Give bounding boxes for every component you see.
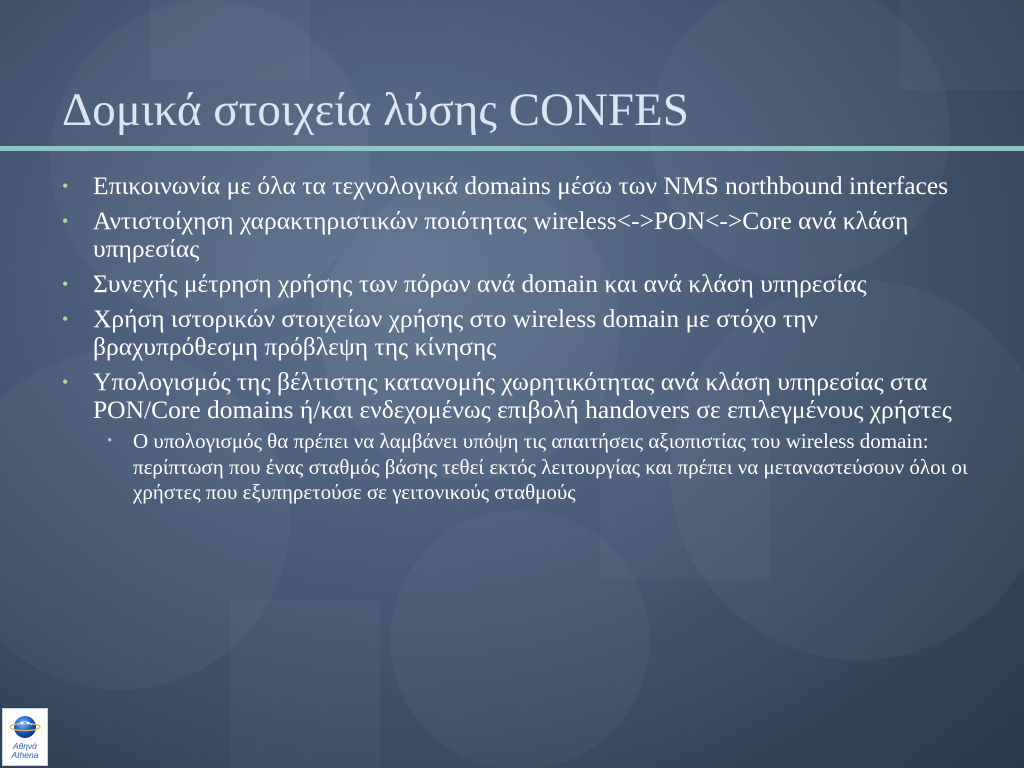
bullet-item	[62, 270, 972, 298]
bullet-dot-icon: •	[62, 176, 69, 196]
bullet-text: Χρήση ιστορικών στοιχείων χρήσης στο wireless domain με στόχο την βραχυπρόθεσμη πρόβλεψη της κίνησης	[93, 304, 818, 361]
bullet-dot-icon: •	[62, 211, 69, 231]
title-divider	[0, 146, 1024, 151]
bullet-dot-icon: •	[62, 372, 69, 392]
bullet-item	[62, 368, 972, 506]
logo-text-latin: Athena	[11, 750, 39, 760]
bullet-item	[62, 172, 972, 200]
sub-bullet-text: Ο υπολογισμός θα πρέπει να λαμβάνει υπόψη τις απαιτήσεις αξιοπιστίας του wireless domain: περίπτωση που ένας σταθμός βάσης τεθεί εκτός λειτουργίας και πρέπει να μεταναστεύσουν όλοι οι χρήστες που εξυπηρετούσε σε γειτονικούς σταθμούς	[133, 429, 968, 504]
slide-title: Δομικά στοιχεία λύσης CONFES	[62, 84, 689, 136]
athena-logo	[2, 708, 48, 766]
bullet-item	[62, 207, 972, 263]
bullet-list	[62, 172, 972, 513]
bullet-text: Επικοινωνία με όλα τα τεχνολογικά domains μέσω των NMS northbound interfaces	[93, 171, 949, 200]
bullet-text: Αντιστοίχηση χαρακτηριστικών ποιότητας wireless<->PON<->Core ανά κλάση υπηρεσίας	[93, 206, 909, 263]
bullet-item	[62, 305, 972, 361]
sub-bullet-dot-icon: •	[107, 433, 113, 449]
sub-bullet-item	[107, 429, 972, 506]
bullet-dot-icon: •	[62, 309, 69, 329]
bullet-text: Συνεχής μέτρηση χρήσης των πόρων ανά domain και ανά κλάση υπηρεσίας	[93, 269, 867, 298]
bullet-dot-icon: •	[62, 274, 69, 294]
sub-bullet-list	[107, 429, 972, 506]
bullet-text: Υπολογισμός της βέλτιστης κατανομής χωρητικότητας ανά κλάση υπηρεσίας στα PON/Core domains ή/και ενδεχομένως επιβολή handovers σε επιλεγμένους χρήστες	[93, 367, 952, 424]
logo-text-greek: Αθηνά	[12, 741, 38, 751]
globe-owl-logo-icon	[8, 712, 42, 742]
